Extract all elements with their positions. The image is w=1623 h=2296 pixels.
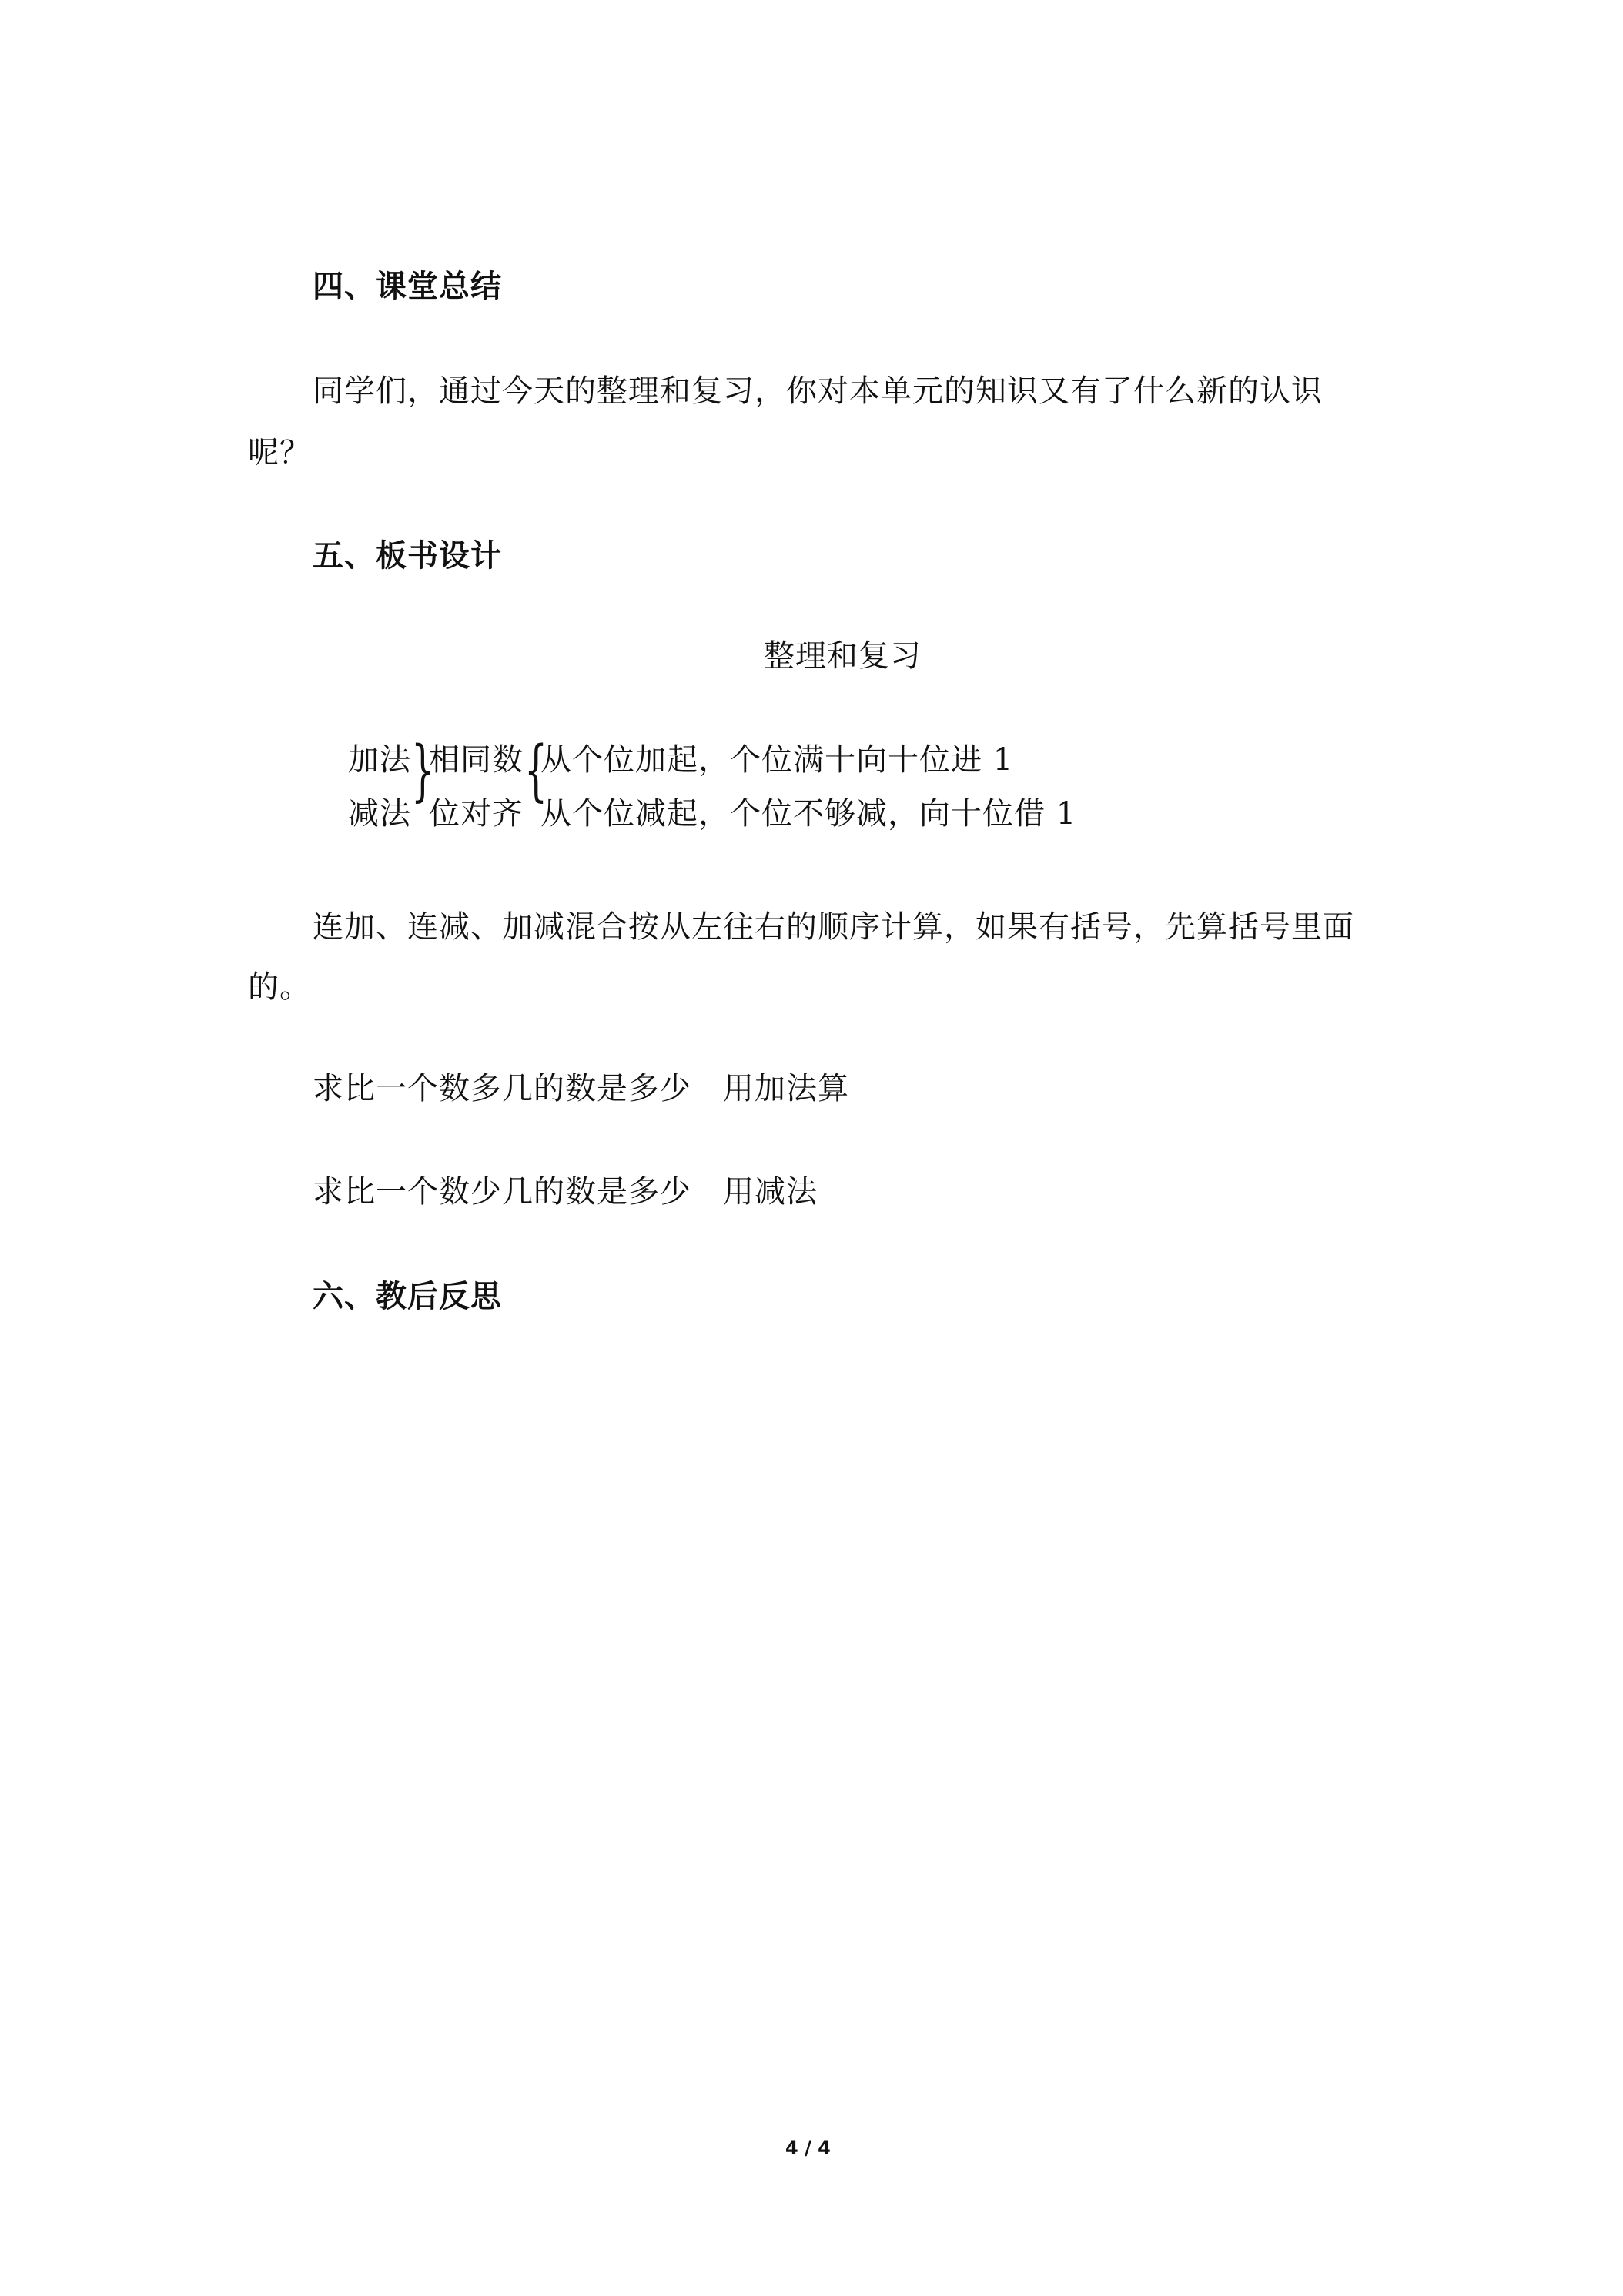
board-subtraction-rule: 从个位减起，个位不够减，向十位借 1 [540,796,1077,832]
board-heading: 五、板书设计 [313,538,502,574]
board-middle-line-2: 位对齐 [429,796,524,832]
less-than-rule: 求比一个数少几的数是多少 用减法 [313,1174,818,1210]
board-middle-line-1: 相同数 [429,742,524,778]
opening-brace-icon: { [524,732,548,809]
board-addition-rule: 从个位加起，个位满十向十位进 1 [540,742,1014,778]
summary-paragraph-line-2: 呢？ [248,435,311,470]
board-left-subtraction-label: 减法 [348,796,411,832]
calculation-order-line-1: 连加、连减、加减混合按从左往右的顺序计算，如果有括号，先算括号里面 [313,909,1354,945]
summary-heading: 四、课堂总结 [313,269,502,304]
closing-brace-icon: } [411,732,435,809]
page-number: 4 / 4 [785,2137,831,2159]
board-left-addition-label: 加法 [348,742,411,778]
calculation-order-line-2: 的。 [248,969,311,1005]
more-than-rule: 求比一个数多几的数是多少 用加法算 [313,1071,849,1106]
board-title: 整理和复习 [764,638,922,674]
reflection-heading: 六、教后反思 [313,1279,502,1314]
summary-paragraph-line-1: 同学们，通过今天的整理和复习，你对本单元的知识又有了什么新的认识 [313,373,1323,409]
